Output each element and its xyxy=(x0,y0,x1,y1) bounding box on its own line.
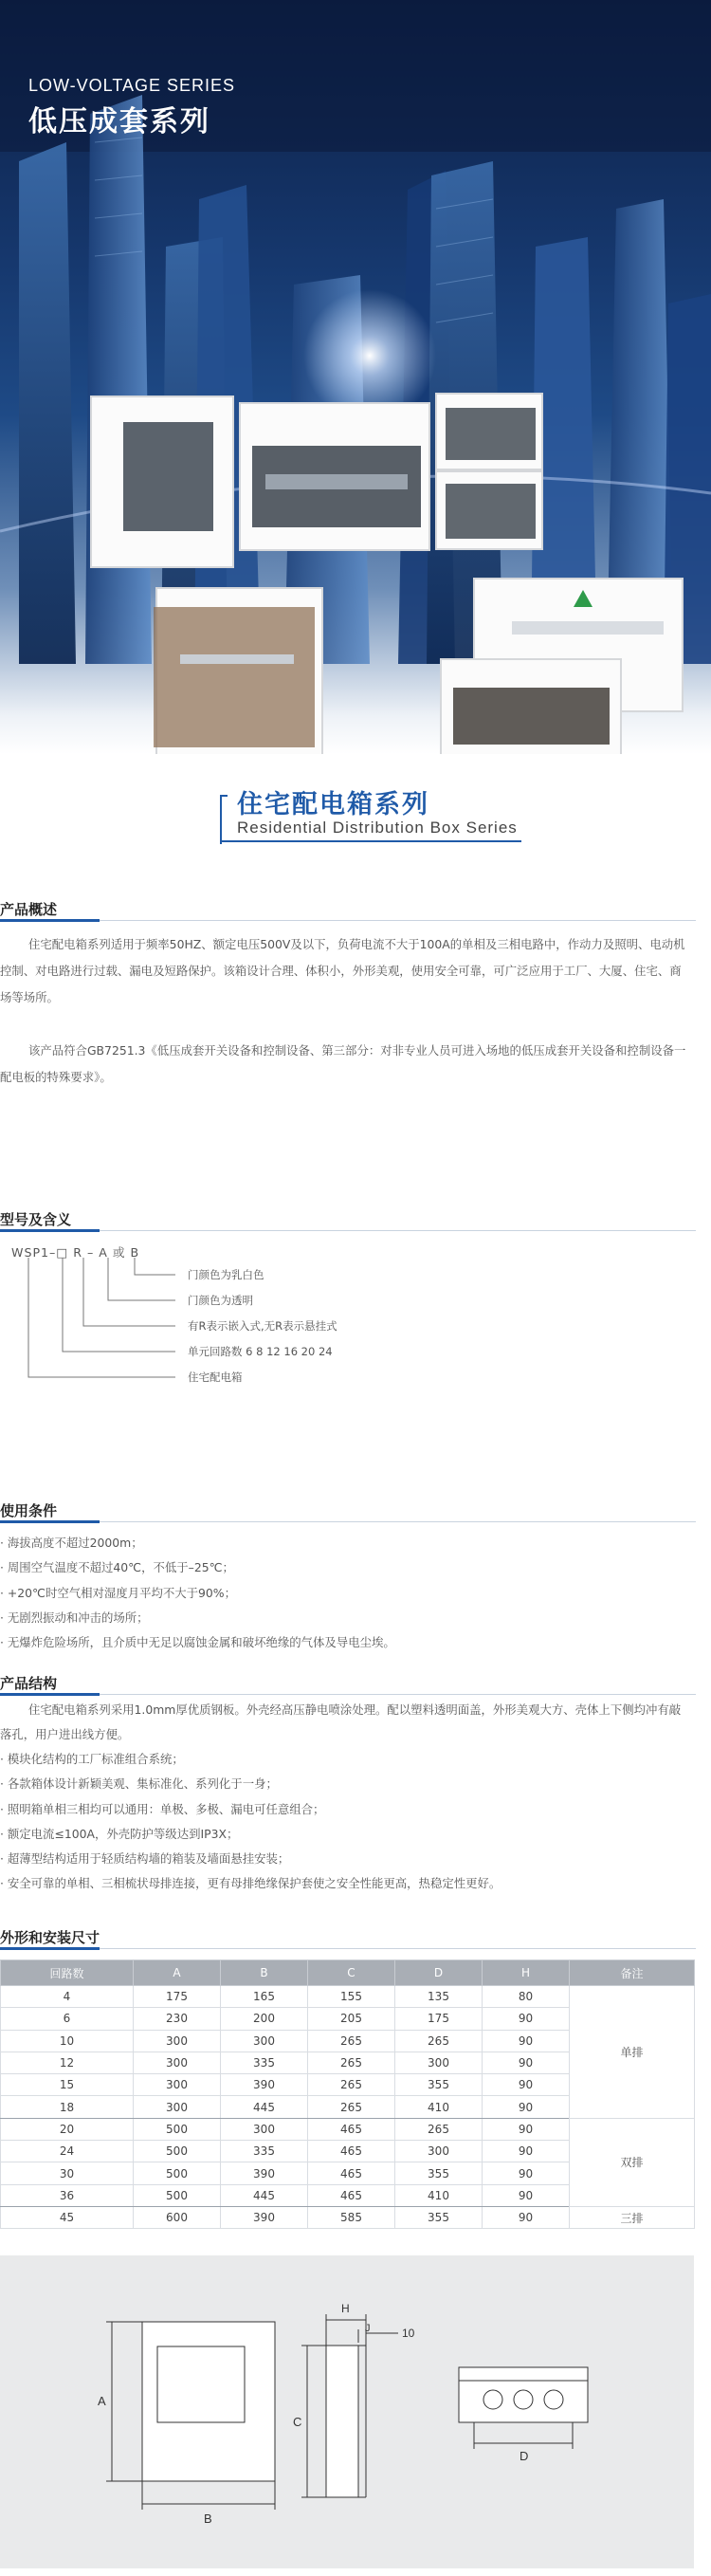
dimension-drawing-svg xyxy=(0,2255,694,2568)
dimension-drawing xyxy=(0,2255,694,2568)
table-cell: 390 xyxy=(221,2074,308,2096)
table-cell: 30 xyxy=(1,2162,134,2184)
dim-label-b: B xyxy=(204,2512,212,2526)
section-rule xyxy=(0,1230,696,1231)
table-cell: 90 xyxy=(483,2074,570,2096)
table-cell: 355 xyxy=(395,2162,483,2184)
table-cell: 600 xyxy=(134,2206,221,2228)
product-box-6 xyxy=(441,659,621,754)
list-item: · 无爆炸危险场所，且介质中无足以腐蚀金属和破坏绝缘的气体及导电尘埃。 xyxy=(0,1635,395,1650)
dim-label-d: D xyxy=(520,2449,529,2463)
table-cell: 45 xyxy=(1,2206,134,2228)
table-cell: 300 xyxy=(221,2118,308,2140)
table-cell: 355 xyxy=(395,2074,483,2096)
product-heading-en: Residential Distribution Box Series xyxy=(237,819,518,837)
table-cell: 585 xyxy=(308,2206,395,2228)
table-note-double-row: 双排 xyxy=(570,2118,695,2206)
table-cell: 410 xyxy=(395,2096,483,2118)
dim-label-c: C xyxy=(293,2415,302,2429)
table-cell: 265 xyxy=(308,2096,395,2118)
table-cell: 175 xyxy=(134,1986,221,2008)
table-cell: 500 xyxy=(134,2162,221,2184)
list-item: · 安全可靠的单相、三相梳状母排连接，更有母排绝缘保护套使之安全性能更高，热稳定性更好。 xyxy=(0,1876,501,1891)
dimensions-table xyxy=(0,1960,695,2229)
model-label: 有R表示嵌入式,无R表示悬挂式 xyxy=(188,1319,337,1333)
series-title-en: LOW-VOLTAGE SERIES xyxy=(28,76,236,95)
table-cell: 500 xyxy=(134,2141,221,2162)
dim-label-h: H xyxy=(341,2302,350,2315)
table-cell: 300 xyxy=(395,2141,483,2162)
table-header: B xyxy=(221,1960,308,1986)
model-code: WSP1–□ R – A 或 B xyxy=(11,1245,140,1260)
table-cell: 355 xyxy=(395,2206,483,2228)
table-cell: 90 xyxy=(483,2096,570,2118)
section-rule xyxy=(0,1521,696,1522)
table-cell: 300 xyxy=(221,2030,308,2052)
structure-list xyxy=(0,1747,702,1897)
product-box-4 xyxy=(154,588,322,754)
table-cell: 6 xyxy=(1,2008,134,2030)
section-title-conditions: 使用条件 xyxy=(0,1502,58,1519)
conditions-list xyxy=(0,1531,702,1655)
list-item: · 各款箱体设计新颖美观、集标准化、系列化于一身； xyxy=(0,1776,278,1792)
model-label: 门颜色为乳白色 xyxy=(188,1268,264,1281)
table-cell: 205 xyxy=(308,2008,395,2030)
table-header: H xyxy=(483,1960,570,1986)
table-cell: 12 xyxy=(1,2052,134,2073)
table-header-row xyxy=(1,1960,695,1986)
table-cell: 90 xyxy=(483,2162,570,2184)
table-cell: 90 xyxy=(483,2008,570,2030)
table-cell: 335 xyxy=(221,2141,308,2162)
model-label: 住宅配电箱 xyxy=(188,1371,243,1384)
table-cell: 36 xyxy=(1,2184,134,2206)
table-header: A xyxy=(134,1960,221,1986)
table-cell: 410 xyxy=(395,2184,483,2206)
heading-underline xyxy=(220,840,521,842)
table-cell: 90 xyxy=(483,2206,570,2228)
table-cell: 445 xyxy=(221,2096,308,2118)
table-row xyxy=(1,2206,695,2228)
list-item: · 无剧烈振动和冲击的场所； xyxy=(0,1610,149,1625)
table-cell: 390 xyxy=(221,2206,308,2228)
table-header: C xyxy=(308,1960,395,1986)
section-rule xyxy=(0,920,696,921)
series-title-cn: 低压成套系列 xyxy=(28,105,210,138)
model-code-diagram xyxy=(0,1242,474,1413)
table-cell: 300 xyxy=(134,2052,221,2073)
table-cell: 300 xyxy=(134,2096,221,2118)
table-header: D xyxy=(395,1960,483,1986)
section-title-dimensions: 外形和安装尺寸 xyxy=(0,1929,100,1946)
heading-bracket xyxy=(220,795,228,844)
table-note-triple-row: 三排 xyxy=(570,2206,695,2228)
overview-paragraph-2: 该产品符合GB7251.3《低压成套开关设备和控制设备、第三部分：对非专业人员可进入场地的低压成套开关设备和控制设备一配电板的特殊要求》。 xyxy=(0,1043,686,1084)
section-title-structure: 产品结构 xyxy=(0,1675,58,1692)
table-cell: 465 xyxy=(308,2184,395,2206)
table-cell: 200 xyxy=(221,2008,308,2030)
table-header: 回路数 xyxy=(1,1960,134,1986)
table-cell: 445 xyxy=(221,2184,308,2206)
table-cell: 300 xyxy=(134,2074,221,2096)
table-cell: 500 xyxy=(134,2118,221,2140)
list-item: · 模块化结构的工厂标准组合系统； xyxy=(0,1752,184,1766)
table-cell: 265 xyxy=(395,2030,483,2052)
dim-label-10: 10 xyxy=(402,2327,415,2340)
product-heading-cn: 住宅配电箱系列 xyxy=(237,790,429,819)
table-cell: 90 xyxy=(483,2052,570,2073)
list-item: · 海拔高度不超过2000m； xyxy=(0,1536,143,1550)
list-item: · 超薄型结构适用于轻质结构墙的箱装及墙面悬挂安装； xyxy=(0,1851,290,1867)
table-cell: 335 xyxy=(221,2052,308,2073)
table-cell: 465 xyxy=(308,2118,395,2140)
table-cell: 24 xyxy=(1,2141,134,2162)
list-item: · +20℃时空气相对湿度月平均不大于90%； xyxy=(0,1585,236,1600)
table-cell: 465 xyxy=(308,2141,395,2162)
table-cell: 265 xyxy=(395,2118,483,2140)
list-item: · 照明箱单相三相均可以通用：单极、多极、漏电可任意组合； xyxy=(0,1801,325,1816)
table-cell: 4 xyxy=(1,1986,134,2008)
product-box-1 xyxy=(91,396,233,567)
section-title-overview: 产品概述 xyxy=(0,901,58,918)
table-cell: 300 xyxy=(134,2030,221,2052)
table-header: 备注 xyxy=(570,1960,695,1986)
table-cell: 265 xyxy=(308,2074,395,2096)
table-note-single-row: 单排 xyxy=(570,1986,695,2119)
table-cell: 18 xyxy=(1,2096,134,2118)
table-cell: 90 xyxy=(483,2030,570,2052)
table-row xyxy=(1,2118,695,2140)
table-cell: 135 xyxy=(395,1986,483,2008)
table-cell: 265 xyxy=(308,2052,395,2073)
table-cell: 165 xyxy=(221,1986,308,2008)
table-cell: 500 xyxy=(134,2184,221,2206)
table-cell: 300 xyxy=(395,2052,483,2073)
section-title-model: 型号及含义 xyxy=(0,1211,72,1228)
structure-intro: 住宅配电箱系列采用1.0mm厚优质钢板。外壳经高压静电喷涂处理。配以塑料透明面盖，外形美观大方、壳体上下侧均冲有敲落孔，用户进出线方便。 xyxy=(0,1702,682,1742)
section-rule xyxy=(0,1694,696,1695)
table-cell: 230 xyxy=(134,2008,221,2030)
section-rule xyxy=(0,1948,696,1949)
list-item: · 周围空气温度不超过40℃，不低于–25℃； xyxy=(0,1560,234,1575)
table-cell: 90 xyxy=(483,2118,570,2140)
table-cell: 80 xyxy=(483,1986,570,2008)
model-label: 门颜色为透明 xyxy=(188,1294,253,1307)
overview-paragraph-1: 住宅配电箱系列适用于频率50HZ、额定电压500V及以下，负荷电流不大于100A的单相及三相电路中，作动力及照明、电动机控制、对电路进行过载、漏电及短路保护。该箱设计合理、体积小，外形美观，使用安全可靠，可广泛应用于工厂、大厦、住宅、商场等场所。 xyxy=(0,937,685,1004)
table-cell: 20 xyxy=(1,2118,134,2140)
hero-banner xyxy=(0,0,711,754)
model-label: 单元回路数 6 8 12 16 20 24 xyxy=(188,1345,333,1358)
table-cell: 155 xyxy=(308,1986,395,2008)
list-item: · 额定电流≤100A，外壳防护等级达到IP3X； xyxy=(0,1826,239,1841)
table-row xyxy=(1,1986,695,2008)
dim-label-j: J xyxy=(365,2323,371,2334)
dim-label-a: A xyxy=(98,2394,106,2408)
table-cell: 15 xyxy=(1,2074,134,2096)
table-cell: 390 xyxy=(221,2162,308,2184)
table-cell: 10 xyxy=(1,2030,134,2052)
table-cell: 465 xyxy=(308,2162,395,2184)
product-box-3 xyxy=(436,394,542,549)
table-cell: 175 xyxy=(395,2008,483,2030)
table-cell: 90 xyxy=(483,2184,570,2206)
product-box-2 xyxy=(240,403,429,550)
table-cell: 265 xyxy=(308,2030,395,2052)
table-cell: 90 xyxy=(483,2141,570,2162)
